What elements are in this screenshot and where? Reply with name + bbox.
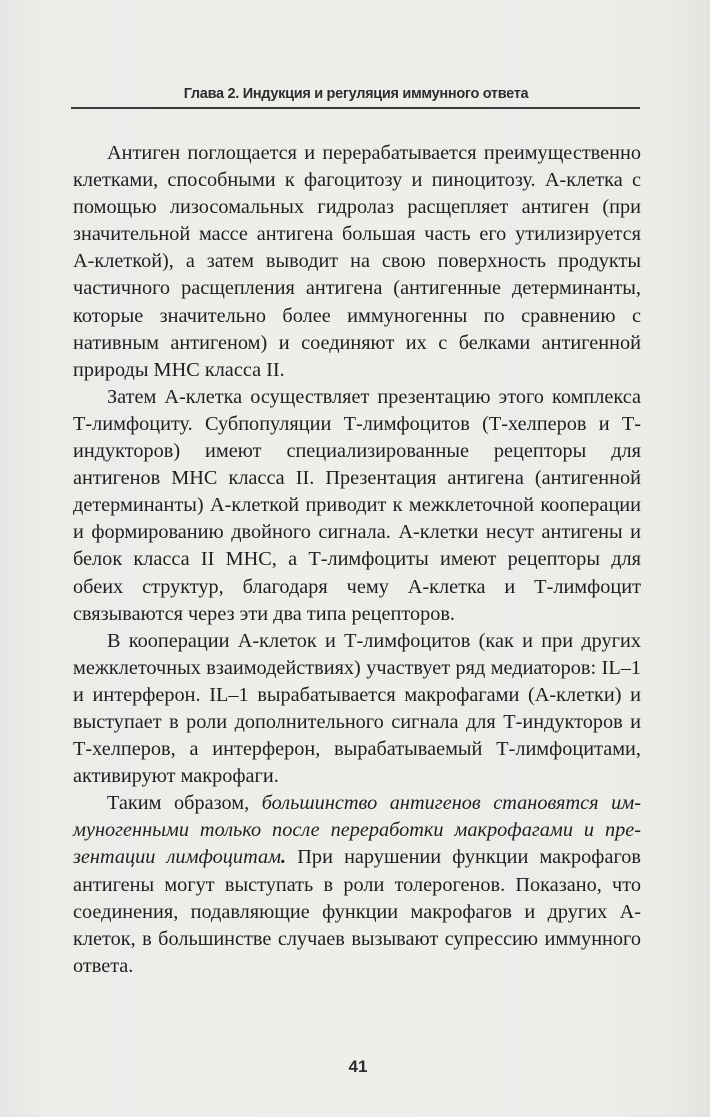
paragraph-3: В кооперации А-клеток и Т-лимфоцитов (как и при других межклеточных взаимодействиях) участвует ряд медиаторов: IL–1 и интерферон. IL–1 вырабатывается макрофагами (А-клетки) и выступает в роли дополнительного сигнала для Т-индукторов и Т-хелперов, а интерферон, вырабатываемый Т-лимфоцитами, активируют макрофаги. xyxy=(73,629,641,788)
paragraph-2: Затем А-клетка осуществляет презентацию этого комплекса Т-лимфоциту. Субпопуляции Т-лимфоцитов (Т-хелперов и Т-индукторов) имеют специализированные рецепторы для антигенов МНС класса II. Презентация антигена (антигенной детерминанты) А-клеткой приводит к межклеточной кооперации и формированию двойного сигнала. А-клетки несут антигены и белок класса II МНС, а Т-лимфоциты имеют рецепторы для обеих структур, благодаря чему А-клетка и Т-лимфоцит связываются через эти два типа рецепторов. xyxy=(73,385,641,625)
emphasis-text: большинство антигенов становятся иммуногенными только после переработки макрофагами и презентации лимфоцитам xyxy=(73,792,641,869)
paragraph-1: Антиген поглощается и перерабатывается преимущественно клетками, способными к фагоцитозу и пиноцитозу. А-клетка с помощью лизосомальных гидролаз расщепляет антиген (при значительной массе антигена большая часть его утилизируется А-клеткой), а затем выводит на свою поверхность продукты частичного расщепления антигена (антигенные детерминанты, которые значительно более иммуногенны по сравнению с нативным антигеном) и соединяют их с белками антигенной природы МНС класса II. xyxy=(73,142,641,381)
body-text xyxy=(73,140,641,980)
paragraph-4-tail: При нарушении функции макрофагов антигены могут выступать в роли толерогенов. Показано, что соединения, подавляющие функции макрофагов и других А-клеток, в большинстве случаев вызывают супрессию иммунного ответа. xyxy=(73,846,641,977)
running-header: Глава 2. Индукция и регуляция иммунного ответа xyxy=(183,86,529,102)
paragraph-4-lead: Таким образом, xyxy=(107,792,262,815)
emphasis-period: . xyxy=(281,846,287,869)
page-number: 41 xyxy=(348,1057,368,1076)
header-rule xyxy=(71,107,640,109)
paragraph-4 xyxy=(73,790,641,980)
